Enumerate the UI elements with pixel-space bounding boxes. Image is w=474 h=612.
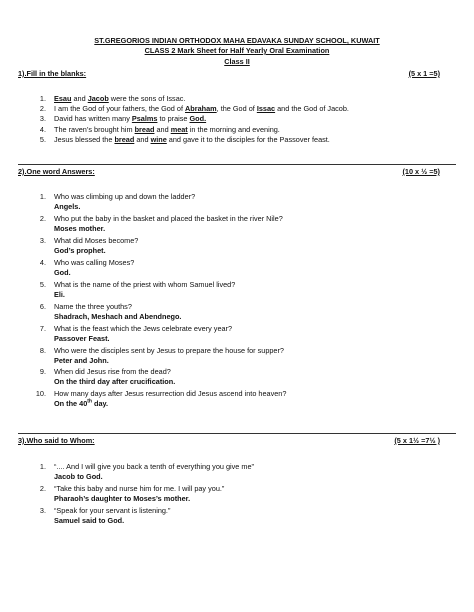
one-word-question bbox=[32, 215, 452, 223]
item-number: 2. bbox=[39, 484, 46, 493]
item-number: 3. bbox=[39, 236, 46, 245]
question-text: What is the name of the priest with whom Samuel lived? bbox=[54, 280, 236, 289]
answer-word: Issac bbox=[256, 104, 276, 113]
item-number: 3. bbox=[39, 506, 46, 515]
answer-text: Peter and John. bbox=[54, 356, 109, 365]
question-text: What is the feast which the Jews celebrate every year? bbox=[54, 324, 233, 333]
answer-text: Samuel said to God. bbox=[54, 516, 125, 525]
section-3-heading bbox=[18, 437, 440, 445]
answer-text: Shadrach, Meshach and Abendnego. bbox=[54, 312, 182, 321]
who-said-question bbox=[32, 485, 452, 493]
one-word-answer bbox=[54, 225, 105, 233]
item-number: 8. bbox=[39, 346, 46, 355]
section-2-title: 2).One word Answers: bbox=[18, 167, 95, 176]
item-number: 1. bbox=[39, 462, 46, 471]
blank-item bbox=[32, 126, 452, 134]
section-2-heading bbox=[18, 168, 440, 176]
item-text: and the God of Jacob. bbox=[275, 104, 349, 113]
item-number: 2. bbox=[39, 214, 46, 223]
item-number: 1. bbox=[39, 94, 46, 103]
section-3-marks: (5 x 1½ =7½ ) bbox=[394, 436, 440, 445]
question-text: How many days after Jesus resurrection did Jesus ascend into heaven? bbox=[54, 389, 287, 398]
one-word-answer bbox=[54, 269, 71, 277]
answer-word: Abraham bbox=[185, 104, 217, 113]
item-number: 2. bbox=[39, 104, 46, 113]
one-word-answer bbox=[54, 291, 65, 299]
blank-item bbox=[32, 115, 452, 123]
section-1-marks: (5 x 1 =5) bbox=[408, 69, 440, 78]
answer-text: Angels. bbox=[54, 202, 81, 211]
answer-text: Passover Feast. bbox=[54, 334, 110, 343]
section-1-title: 1).Fill in the blanks: bbox=[18, 69, 87, 78]
answer-word: bread bbox=[134, 125, 155, 134]
item-text: to praise bbox=[157, 114, 190, 123]
question-text: Name the three youths? bbox=[54, 302, 132, 311]
one-word-answer bbox=[54, 247, 106, 255]
item-text: The raven’s brought him bbox=[54, 125, 135, 134]
one-word-answer bbox=[54, 313, 181, 321]
one-word-answer bbox=[54, 357, 109, 365]
answer-word: Esau bbox=[54, 94, 72, 103]
blank-item bbox=[32, 105, 452, 113]
section-divider bbox=[18, 164, 456, 165]
one-word-question bbox=[32, 368, 452, 376]
question-text: “Speak for your servant is listening.” bbox=[54, 506, 171, 515]
answer-text-tail: day. bbox=[91, 399, 109, 408]
answer-text: Eli. bbox=[54, 290, 65, 299]
class-label: Class II bbox=[224, 57, 250, 66]
answer-text: Jacob to God. bbox=[54, 472, 103, 481]
answer-word: Psalms bbox=[131, 114, 158, 123]
answer-text: Moses mother. bbox=[54, 224, 106, 233]
question-text: “Take this baby and nurse him for me. I will pay you.” bbox=[54, 484, 225, 493]
who-said-answer bbox=[54, 473, 103, 481]
item-text: Jesus blessed the bbox=[54, 135, 115, 144]
item-number: 4. bbox=[39, 258, 46, 267]
who-said-answer bbox=[54, 517, 124, 525]
item-text: in the morning and evening. bbox=[187, 125, 280, 134]
item-text: David has written many bbox=[54, 114, 132, 123]
section-1-heading bbox=[18, 70, 440, 78]
answer-text: God. bbox=[54, 268, 71, 277]
answer-word: meat bbox=[170, 125, 188, 134]
item-number: 3. bbox=[39, 114, 46, 123]
item-number: 7. bbox=[39, 324, 46, 333]
item-number: 5. bbox=[39, 135, 46, 144]
one-word-answer bbox=[54, 335, 110, 343]
answer-text: Pharaoh’s daughter to Moses’s mother. bbox=[54, 494, 191, 503]
item-text: , the God of bbox=[216, 104, 257, 113]
one-word-question bbox=[32, 325, 452, 333]
question-text: Who were the disciples sent by Jesus to prepare the house for supper? bbox=[54, 346, 284, 355]
question-text: Who was climbing up and down the ladder? bbox=[54, 192, 196, 201]
one-word-question bbox=[32, 281, 452, 289]
item-number: 10. bbox=[35, 389, 46, 398]
item-number: 5. bbox=[39, 280, 46, 289]
item-text: and bbox=[154, 125, 171, 134]
one-word-answer bbox=[54, 203, 80, 211]
who-said-question bbox=[32, 463, 452, 471]
answer-text: God’s prophet. bbox=[54, 246, 106, 255]
one-word-question bbox=[32, 237, 452, 245]
question-text: When did Jesus rise from the dead? bbox=[54, 367, 171, 376]
one-word-question bbox=[32, 347, 452, 355]
one-word-question bbox=[32, 390, 452, 398]
answer-superscript: th bbox=[87, 398, 92, 405]
school-title: ST.GREGORIOS INDIAN ORTHODOX MAHA EDAVAKA SUNDAY SCHOOL, KUWAIT bbox=[94, 36, 380, 45]
answer-word: Jacob bbox=[87, 94, 109, 103]
question-text: Who put the baby in the basket and placed the basket in the river Nile? bbox=[54, 214, 283, 223]
who-said-question bbox=[32, 507, 452, 515]
item-number: 9. bbox=[39, 367, 46, 376]
item-text: were the sons of Issac. bbox=[108, 94, 186, 103]
answer-word: wine bbox=[150, 135, 167, 144]
one-word-question bbox=[32, 259, 452, 267]
answer-text: On the third day after crucification. bbox=[54, 377, 176, 386]
question-text: Who was calling Moses? bbox=[54, 258, 135, 267]
document-subtitle: CLASS 2 Mark Sheet for Half Yearly Oral Examination bbox=[144, 46, 330, 55]
who-said-answer bbox=[54, 495, 190, 503]
section-3-title: 3).Who said to Whom: bbox=[18, 436, 95, 445]
answer-text: On the 40 bbox=[54, 399, 88, 408]
section-2-marks: (10 x ½ =5) bbox=[402, 167, 440, 176]
blank-item bbox=[32, 95, 452, 103]
item-number: 6. bbox=[39, 302, 46, 311]
answer-word: bread bbox=[114, 135, 135, 144]
item-text: and bbox=[134, 135, 151, 144]
answer-word: God. bbox=[189, 114, 207, 123]
item-text: and gave it to the disciples for the Passover feast. bbox=[166, 135, 330, 144]
one-word-question bbox=[32, 303, 452, 311]
one-word-answer bbox=[54, 378, 175, 386]
item-text: and bbox=[71, 94, 88, 103]
item-text: I am the God of your fathers, the God of bbox=[54, 104, 186, 113]
item-number: 1. bbox=[39, 192, 46, 201]
one-word-question bbox=[32, 193, 452, 201]
section-divider bbox=[18, 433, 456, 434]
question-text: What did Moses become? bbox=[54, 236, 139, 245]
one-word-answer bbox=[54, 400, 108, 408]
question-text: “.... And I will give you back a tenth of everything you give me” bbox=[54, 462, 254, 471]
blank-item bbox=[32, 136, 452, 144]
item-number: 4. bbox=[39, 125, 46, 134]
